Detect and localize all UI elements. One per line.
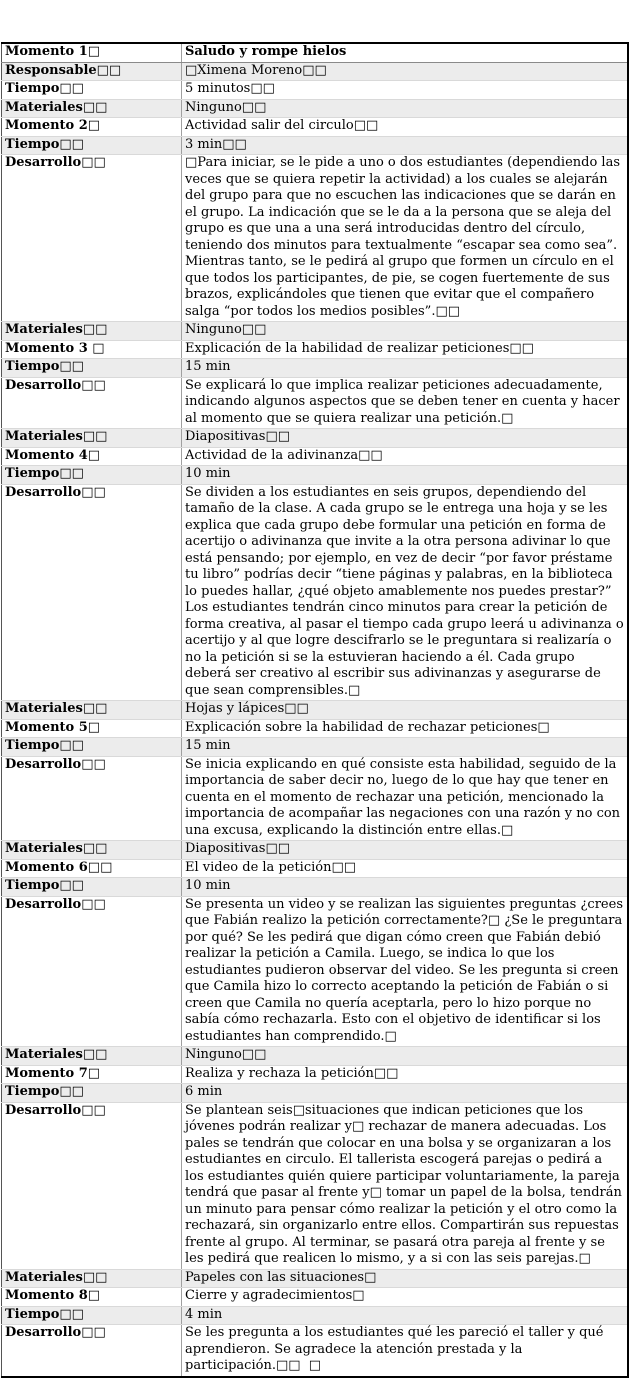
row-value-cell: 15 min bbox=[182, 359, 629, 378]
row-label-cell: Desarrollo□□ bbox=[2, 377, 182, 429]
table-row bbox=[2, 896, 629, 1047]
workshop-plan-table bbox=[1, 42, 629, 1378]
table-row bbox=[2, 878, 629, 897]
row-value-cell: Hojas y lápices□□ bbox=[182, 701, 629, 720]
row-value-cell: Realiza y rechaza la petición□□ bbox=[182, 1065, 629, 1084]
row-label-cell: Momento 1□ bbox=[2, 43, 182, 62]
row-value-cell: Se inicia explicando en qué consiste esta habilidad, seguido de la importancia de saber decir no, luego de lo que hay que tener en cuenta en el momento de rechazar una petición, mencionado la importancia de acompañar las negaciones con una razón y no con una excusa, explicando la distinción entre ellas.□ bbox=[182, 756, 629, 841]
table-row bbox=[2, 340, 629, 359]
row-value-cell: Diapositivas□□ bbox=[182, 429, 629, 448]
row-value-cell: Actividad salir del circulo□□ bbox=[182, 118, 629, 137]
row-label-cell: Materiales□□ bbox=[2, 1269, 182, 1288]
row-label-cell: Tiempo□□ bbox=[2, 1084, 182, 1103]
row-value-cell: Se presenta un video y se realizan las siguientes preguntas ¿crees que Fabián realizo la petición correctamente?□ ¿Se le preguntara por qué? Se les pedirá que digan cómo creen que Fabián debió realizar la petición a Camila. Luego, se indica lo que los estudiantes pudieron observar del video. Se les pregunta si creen que Camila hizo lo correcto aceptando la petición de Fabián o si creen que Camila no quería aceptarla, pero lo hizo porque no sabía cómo rechazarla. Esto con el objetivo de identificar si los estudiantes han comprendido.□ bbox=[182, 896, 629, 1047]
table-row bbox=[2, 322, 629, 341]
row-value-cell: Se plantean seis□situaciones que indican peticiones que los jóvenes podrán realizar y□ rechazar de manera adecuadas. Los pales se tendrán que colocar en una bolsa y se organizaran a los estudiantes en circulo. El tallerista escogerá parejas o pedirá a los estudiantes quién quiere participar voluntariamente, la pareja tendrá que pasar al frente y□ tomar un papel de la bolsa, tendrán un minuto para pensar cómo realizar la petición y el otro como la rechazará, sin organizarlo entre ellos. Compartirán sus repuestas frente al grupo. Al terminar, se pasará otra pareja al frente y se les pedirá que realicen lo mismo, y a si con las seis parejas.□ bbox=[182, 1102, 629, 1269]
table-row bbox=[2, 136, 629, 155]
row-value-cell: Ninguno□□ bbox=[182, 1047, 629, 1066]
row-value-cell: Cierre y agradecimientos□ bbox=[182, 1288, 629, 1307]
row-label-cell: Materiales□□ bbox=[2, 322, 182, 341]
row-label-cell: Materiales□□ bbox=[2, 1047, 182, 1066]
row-label-cell: Desarrollo□□ bbox=[2, 896, 182, 1047]
table-row bbox=[2, 447, 629, 466]
table-row bbox=[2, 859, 629, 878]
row-value-cell: 4 min bbox=[182, 1306, 629, 1325]
row-label-cell: Desarrollo□□ bbox=[2, 1102, 182, 1269]
row-label-cell: Momento 5□ bbox=[2, 719, 182, 738]
row-value-cell: □Para iniciar, se le pide a uno o dos estudiantes (dependiendo las veces que se quiera repetir la actividad) a los cuales se alejarán del grupo para que no escuchen las indicaciones que se darán en el grupo. La indicación que se le da a la persona que se aleja del grupo es que una a una será introducidas dentro del círculo, teniendo dos minutos para textualmente “escapar sea como sea”. Mientras tanto, se le pedirá al grupo que formen un círculo en el que todos los participantes, de pie, se cogen fuertemente de sus brazos, explicándoles que tienen que evitar que el compañero salga “por todos los medios posibles”.□□ bbox=[182, 155, 629, 322]
row-label-cell: Materiales□□ bbox=[2, 429, 182, 448]
row-label-cell: Momento 7□ bbox=[2, 1065, 182, 1084]
row-value-cell: Ninguno□□ bbox=[182, 99, 629, 118]
row-label-cell: Materiales□□ bbox=[2, 701, 182, 720]
table-row bbox=[2, 1065, 629, 1084]
row-value-cell: Se explicará lo que implica realizar peticiones adecuadamente, indicando algunos aspectos que se deben tener en cuenta y hacer al momento que se quiera realizar una petición.□ bbox=[182, 377, 629, 429]
table-row bbox=[2, 377, 629, 429]
table-row bbox=[2, 81, 629, 100]
table-row bbox=[2, 155, 629, 322]
row-label-cell: Desarrollo□□ bbox=[2, 155, 182, 322]
table-row bbox=[2, 429, 629, 448]
table-row bbox=[2, 1084, 629, 1103]
row-label-cell: Momento 8□ bbox=[2, 1288, 182, 1307]
row-label-cell: Momento 3 □ bbox=[2, 340, 182, 359]
table-row bbox=[2, 841, 629, 860]
row-value-cell: Explicación sobre la habilidad de rechazar peticiones□ bbox=[182, 719, 629, 738]
row-label-cell: Tiempo□□ bbox=[2, 81, 182, 100]
row-value-cell: Explicación de la habilidad de realizar peticiones□□ bbox=[182, 340, 629, 359]
row-value-cell: 10 min bbox=[182, 466, 629, 485]
row-value-cell: Saludo y rompe hielos bbox=[182, 43, 629, 62]
row-label-cell: Desarrollo□□ bbox=[2, 1325, 182, 1377]
row-value-cell: □Ximena Moreno□□ bbox=[182, 62, 629, 81]
table-row bbox=[2, 701, 629, 720]
row-value-cell: Se dividen a los estudiantes en seis grupos, dependiendo del tamaño de la clase. A cada grupo se le entrega una hoja y se les explica que cada grupo debe formular una petición en forma de acertijo o adivinanza que invite a la otra persona adivinar lo que está pensando; por ejemplo, en vez de decir “por favor préstame tu libro” podrías decir “tiene páginas y palabras, en la biblioteca lo puedes hallar, ¿qué objeto amablemente nos puedes prestar?” Los estudiantes tendrán cinco minutos para crear la petición de forma creativa, al pasar el tiempo cada grupo leerá u adivinanza o acertijo y al que logre descifrarlo se le preguntara si realizaría o no la petición si se la estuvieran haciendo a él. Cada grupo deberá ser creativo al escribir sus adivinanzas y asegurarse de que sean comprensibles.□ bbox=[182, 484, 629, 701]
table-row bbox=[2, 738, 629, 757]
workshop-plan-table-body bbox=[2, 43, 629, 1377]
row-value-cell: Ninguno□□ bbox=[182, 322, 629, 341]
table-row bbox=[2, 1102, 629, 1269]
row-label-cell: Desarrollo□□ bbox=[2, 484, 182, 701]
row-value-cell: Papeles con las situaciones□ bbox=[182, 1269, 629, 1288]
row-label-cell: Materiales□□ bbox=[2, 841, 182, 860]
row-label-cell: Materiales□□ bbox=[2, 99, 182, 118]
row-value-cell: Se les pregunta a los estudiantes qué les pareció el taller y qué aprendieron. Se agradece la atención prestada y la participación.□□ □ bbox=[182, 1325, 629, 1377]
row-value-cell: El video de la petición□□ bbox=[182, 859, 629, 878]
table-row bbox=[2, 1269, 629, 1288]
table-row bbox=[2, 1306, 629, 1325]
table-row bbox=[2, 1047, 629, 1066]
row-label-cell: Desarrollo□□ bbox=[2, 756, 182, 841]
row-label-cell: Momento 4□ bbox=[2, 447, 182, 466]
row-value-cell: Actividad de la adivinanza□□ bbox=[182, 447, 629, 466]
row-label-cell: Tiempo□□ bbox=[2, 136, 182, 155]
table-row bbox=[2, 719, 629, 738]
row-label-cell: Tiempo□□ bbox=[2, 1306, 182, 1325]
table-row bbox=[2, 1288, 629, 1307]
row-value-cell: 5 minutos□□ bbox=[182, 81, 629, 100]
table-row bbox=[2, 1325, 629, 1377]
row-value-cell: 3 min□□ bbox=[182, 136, 629, 155]
table-row bbox=[2, 756, 629, 841]
row-label-cell: Tiempo□□ bbox=[2, 738, 182, 757]
row-label-cell: Tiempo□□ bbox=[2, 466, 182, 485]
row-value-cell: 15 min bbox=[182, 738, 629, 757]
row-label-cell: Momento 2□ bbox=[2, 118, 182, 137]
row-label-cell: Tiempo□□ bbox=[2, 359, 182, 378]
table-row bbox=[2, 99, 629, 118]
table-row bbox=[2, 43, 629, 62]
table-row bbox=[2, 466, 629, 485]
row-value-cell: 10 min bbox=[182, 878, 629, 897]
row-label-cell: Tiempo□□ bbox=[2, 878, 182, 897]
row-value-cell: 6 min bbox=[182, 1084, 629, 1103]
table-row bbox=[2, 62, 629, 81]
table-row bbox=[2, 359, 629, 378]
row-label-cell: Responsable□□ bbox=[2, 62, 182, 81]
row-label-cell: Momento 6□□ bbox=[2, 859, 182, 878]
row-value-cell: Diapositivas□□ bbox=[182, 841, 629, 860]
table-row bbox=[2, 484, 629, 701]
table-row bbox=[2, 118, 629, 137]
